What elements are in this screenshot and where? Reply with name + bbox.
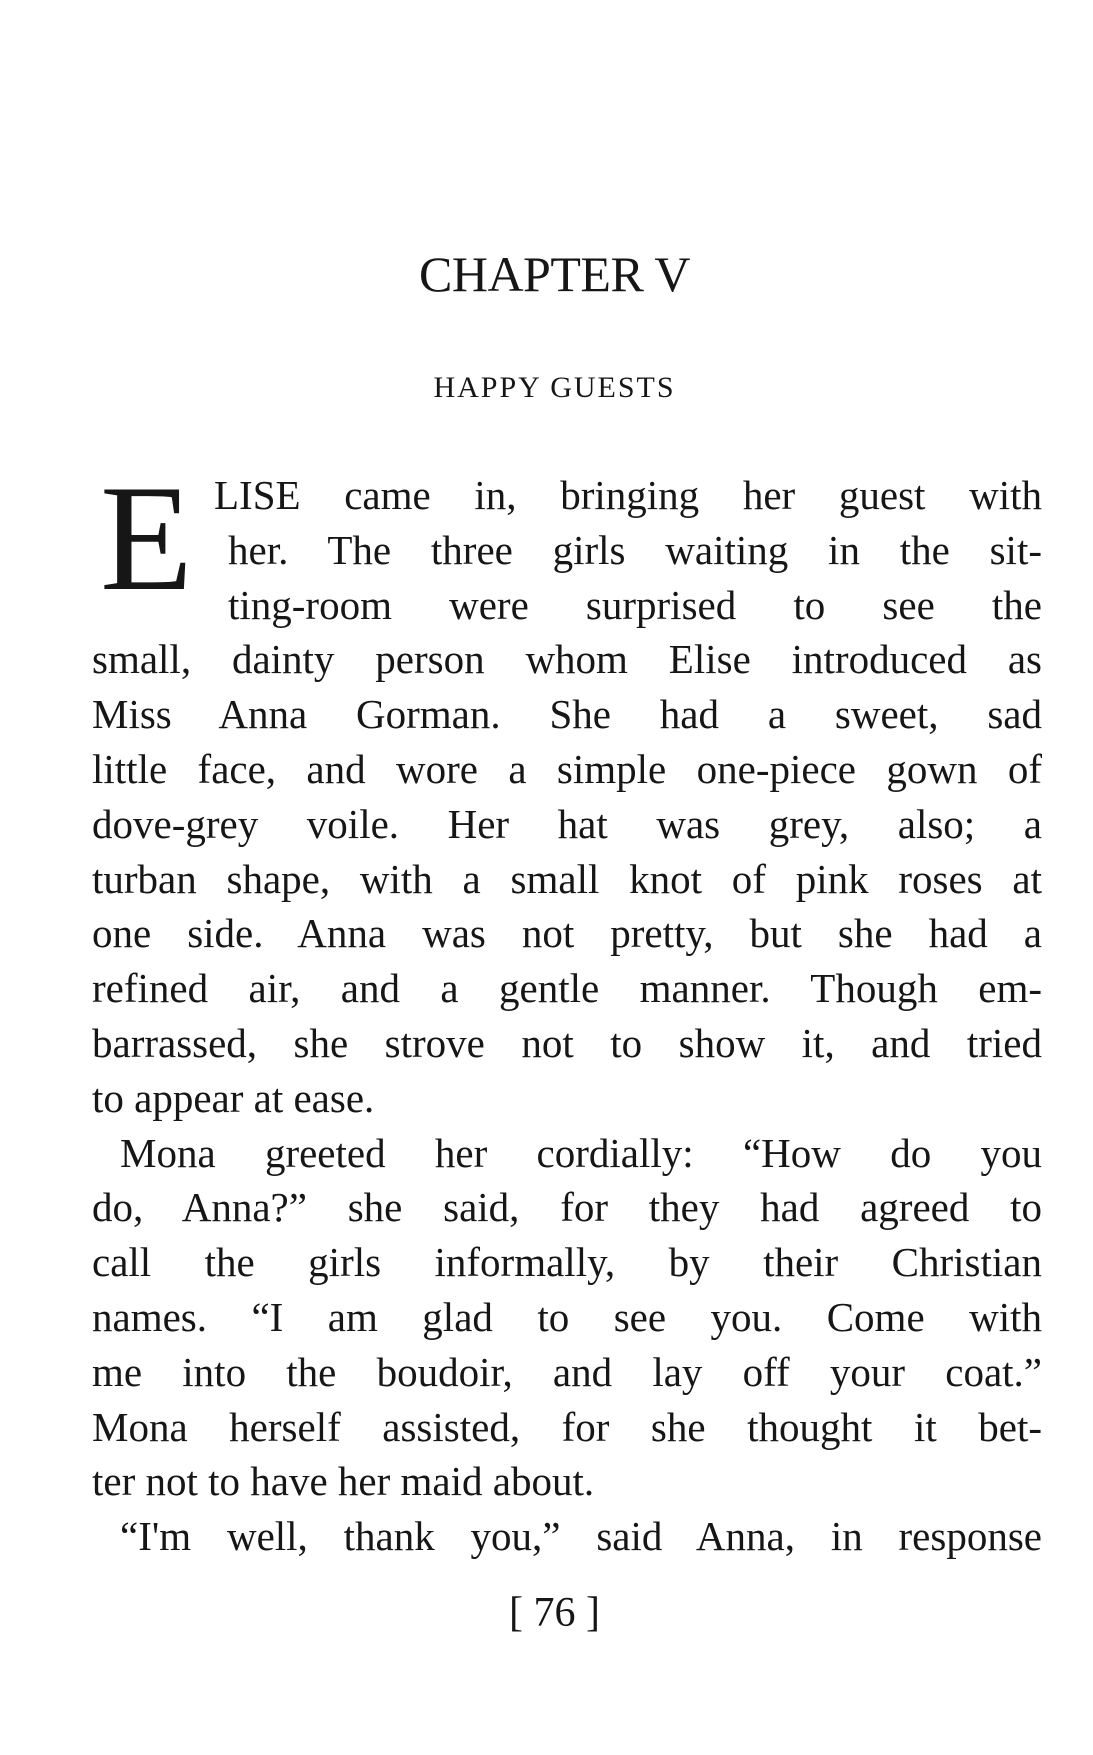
text-line: little face, and wore a simple one-piece gown of bbox=[92, 745, 1042, 792]
drop-cap: E bbox=[100, 454, 193, 622]
text-line: one side. Anna was not pretty, but she had a bbox=[92, 910, 1042, 957]
text-line: me into the boudoir, and lay off your coat.” bbox=[92, 1348, 1042, 1395]
text-line: Miss Anna Gorman. She had a sweet, sad bbox=[92, 691, 1042, 738]
chapter-heading: CHAPTER V bbox=[418, 246, 690, 302]
chapter-subtitle: HAPPY GUESTS bbox=[433, 371, 676, 404]
text-line: call the girls informally, by their Christian bbox=[92, 1239, 1042, 1286]
text-line: turban shape, with a small knot of pink roses at bbox=[92, 855, 1042, 902]
text-line: dove-grey voile. Her hat was grey, also; a bbox=[92, 800, 1042, 847]
text-line: do, Anna?” she said, for they had agreed to bbox=[92, 1184, 1042, 1231]
text-line: ting-room were surprised to see the bbox=[228, 581, 1042, 628]
page-number: [ 76 ] bbox=[509, 1590, 600, 1636]
text-line: ter not to have her maid about. bbox=[92, 1458, 595, 1505]
text-line: LISE came in, bringing her guest with bbox=[214, 472, 1042, 518]
text-line: to appear at ease. bbox=[92, 1074, 375, 1121]
text-line: barrassed, she strove not to show it, and tried bbox=[92, 1019, 1042, 1066]
text-line: Mona herself assisted, for she thought it bet- bbox=[92, 1403, 1042, 1450]
text-line: Mona greeted her cordially: “How do you bbox=[120, 1129, 1042, 1176]
text-line: refined air, and a gentle manner. Though em- bbox=[92, 965, 1042, 1012]
text-line: “I'm well, thank you,” said Anna, in response bbox=[120, 1513, 1042, 1560]
body-text bbox=[92, 468, 1042, 1564]
text-line: small, dainty person whom Elise introduced as bbox=[92, 636, 1042, 683]
text-line: names. “I am glad to see you. Come with bbox=[92, 1293, 1042, 1340]
text-line: her. The three girls waiting in the sit- bbox=[228, 526, 1042, 573]
